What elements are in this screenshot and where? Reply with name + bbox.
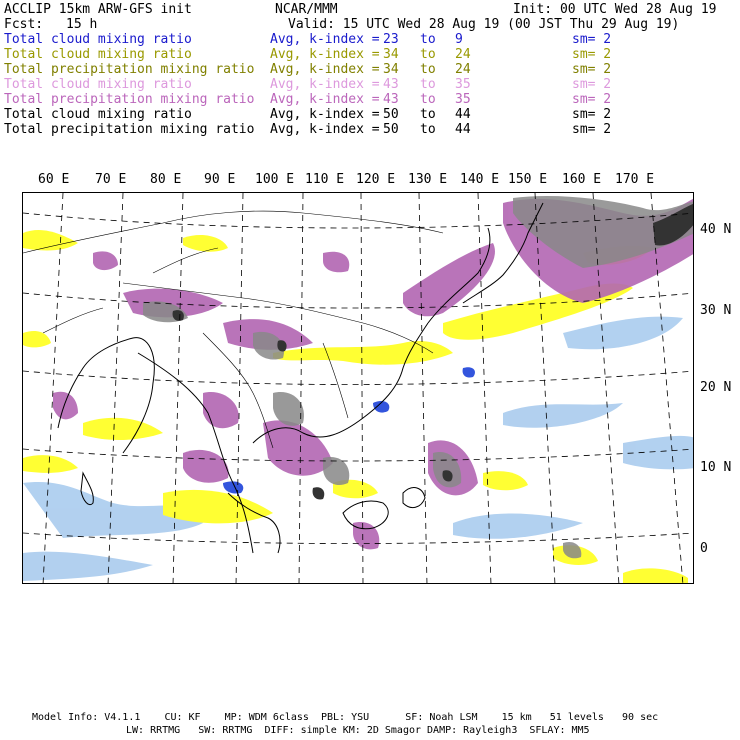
fcst-label: Fcst: <box>4 17 44 32</box>
lat-label: 10 N <box>700 460 732 475</box>
field-k-to: 24 <box>455 62 471 77</box>
lat-label: 40 N <box>700 222 732 237</box>
field-name: Total precipitation mixing ratio <box>4 62 255 77</box>
field-avg-label: Avg, k-index = <box>270 122 388 137</box>
field-name: Total precipitation mixing ratio <box>4 122 255 137</box>
field-smoothing: sm= 2 <box>572 47 612 62</box>
field-to-label: to <box>420 62 436 77</box>
field-to-label: to <box>420 47 436 62</box>
field-k-from: 23 <box>383 32 399 47</box>
field-avg-label: Avg, k-index = <box>270 77 388 92</box>
lon-label: 90 E <box>204 172 236 187</box>
lat-label: 0 <box>700 541 708 556</box>
map-canvas <box>23 193 694 584</box>
lon-label: 140 E <box>460 172 500 187</box>
field-smoothing: sm= 2 <box>572 107 612 122</box>
field-smoothing: sm= 2 <box>572 77 612 92</box>
field-to-label: to <box>420 92 436 107</box>
field-name: Total cloud mixing ratio <box>4 32 192 47</box>
lon-label: 70 E <box>95 172 127 187</box>
field-to-label: to <box>420 122 436 137</box>
lat-label: 20 N <box>700 380 732 395</box>
field-name: Total cloud mixing ratio <box>4 77 192 92</box>
field-avg-label: Avg, k-index = <box>270 62 388 77</box>
model-title: ACCLIP 15km ARW-GFS init <box>4 2 192 17</box>
lon-label: 120 E <box>356 172 396 187</box>
lon-label: 80 E <box>150 172 182 187</box>
field-smoothing: sm= 2 <box>572 122 612 137</box>
valid-time: Valid: 15 UTC Wed 28 Aug 19 (00 JST Thu 29 Aug 19) <box>288 17 680 32</box>
lon-label: 150 E <box>508 172 548 187</box>
physics-info-line: LW: RRTMG SW: RRTMG DIFF: simple KM: 2D Smagor DAMP: Rayleigh3 SFLAY: MM5 <box>126 725 590 736</box>
field-k-to: 35 <box>455 77 471 92</box>
field-k-to: 44 <box>455 122 471 137</box>
field-k-to: 35 <box>455 92 471 107</box>
field-smoothing: sm= 2 <box>572 62 612 77</box>
center-label: NCAR/MMM <box>275 2 338 17</box>
field-k-from: 34 <box>383 47 399 62</box>
field-avg-label: Avg, k-index = <box>270 92 388 107</box>
field-k-from: 50 <box>383 122 399 137</box>
field-smoothing: sm= 2 <box>572 32 612 47</box>
field-smoothing: sm= 2 <box>572 92 612 107</box>
field-name: Total cloud mixing ratio <box>4 47 192 62</box>
field-avg-label: Avg, k-index = <box>270 32 388 47</box>
field-to-label: to <box>420 77 436 92</box>
field-to-label: to <box>420 107 436 122</box>
lon-label: 100 E <box>255 172 295 187</box>
lon-label: 170 E <box>615 172 655 187</box>
lon-label: 160 E <box>562 172 602 187</box>
field-avg-label: Avg, k-index = <box>270 107 388 122</box>
field-name: Total cloud mixing ratio <box>4 107 192 122</box>
lon-label: 60 E <box>38 172 70 187</box>
init-time: Init: 00 UTC Wed 28 Aug 19 <box>513 2 717 17</box>
field-k-to: 9 <box>455 32 463 47</box>
field-k-to: 44 <box>455 107 471 122</box>
lat-label: 30 N <box>700 303 732 318</box>
field-k-from: 43 <box>383 92 399 107</box>
field-name: Total precipitation mixing ratio <box>4 92 255 107</box>
weather-map <box>22 192 694 584</box>
field-k-from: 34 <box>383 62 399 77</box>
field-k-from: 43 <box>383 77 399 92</box>
lon-label: 130 E <box>408 172 448 187</box>
lon-label: 110 E <box>305 172 345 187</box>
model-info-line: Model Info: V4.1.1 CU: KF MP: WDM 6class PBL: YSU SF: Noah LSM 15 km 51 levels 90 sec <box>32 712 659 723</box>
fcst-value: 15 h <box>66 17 98 32</box>
field-k-to: 24 <box>455 47 471 62</box>
field-k-from: 50 <box>383 107 399 122</box>
field-avg-label: Avg, k-index = <box>270 47 388 62</box>
field-to-label: to <box>420 32 436 47</box>
